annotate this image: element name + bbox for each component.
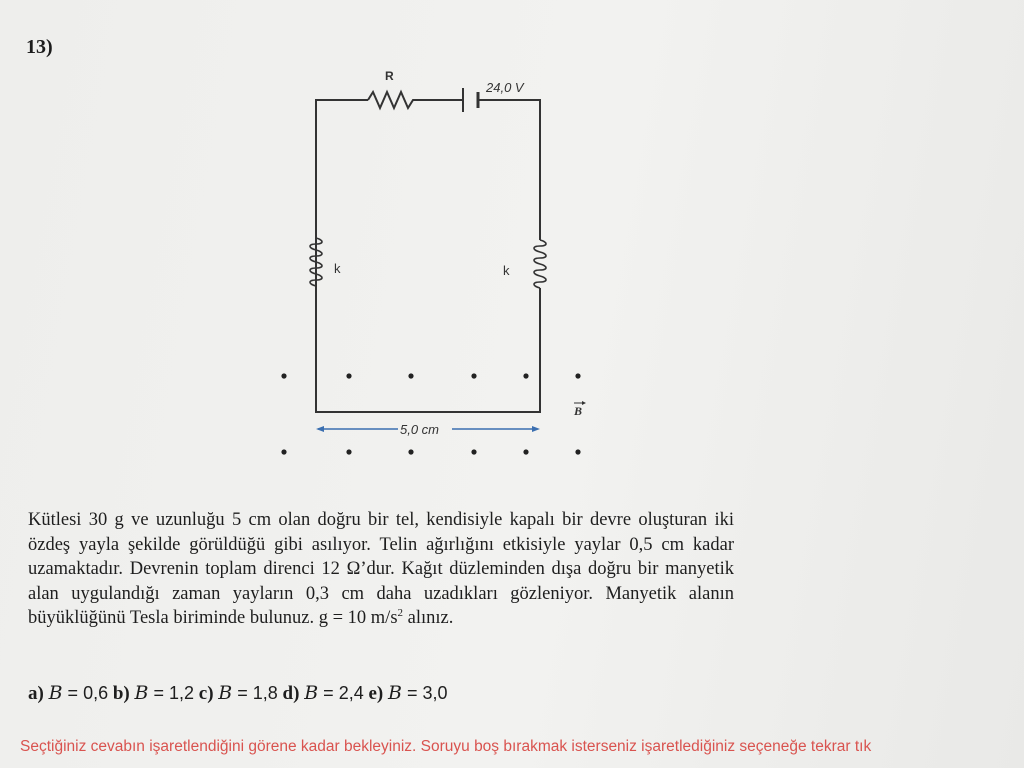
answer-choices [28, 682, 448, 705]
choice-e[interactable]: e) B = 3,0 [368, 682, 448, 704]
field-label: B [574, 404, 583, 418]
spring-right-label: k [503, 263, 510, 278]
resistor-label: R [385, 69, 394, 83]
field-dot [471, 373, 476, 378]
field-dot [523, 449, 528, 454]
problem-tail: alınız. [403, 608, 454, 629]
circuit-wire-top-right [478, 100, 540, 240]
field-dot [281, 449, 286, 454]
problem-text: Kütlesi 30 g ve uzunluğu 5 cm olan doğru bir tel, kendisiyle kapalı bir devre oluşturan iki özdeş yayla şekilde görüldüğü gibi asılıyor. Telin ağırlığını etkisiyle yaylar 0,5 cm kadar uzamaktadır. Devrenin toplam direnci 12 Ω’dur. Kağıt düzleminden dışa doğru bir manyetik alan uygulandığı zaman yayların 0,3 cm daha uzadıkları gözleniyor. Manyetik alanın büyüklüğünü Tesla biriminde bulunuz. g = 10 m/s [28, 510, 734, 629]
battery-label: 24,0 V [486, 80, 524, 95]
field-dot [346, 449, 351, 454]
field-dot [346, 373, 351, 378]
question-number: 13) [26, 36, 53, 58]
choice-c[interactable]: c) B = 1,8 [198, 682, 278, 704]
field-dot [408, 449, 413, 454]
field-dot [575, 373, 580, 378]
spring-left-label: k [334, 261, 341, 276]
answer-notice: Seçtiğiniz cevabın işaretlendiğini görene kadar bekleyiniz. Soruyu boş bırakmak isterseniz işaretlediğiniz seçeneğe tekrar tık [20, 738, 872, 755]
choice-d[interactable]: d) B = 2,4 [282, 682, 364, 704]
resistor-symbol [368, 92, 462, 108]
circuit-wire-top-left [316, 100, 368, 360]
field-dot [575, 449, 580, 454]
problem-statement [28, 508, 734, 631]
problem-superscript: 2 [397, 607, 404, 620]
field-dot [523, 373, 528, 378]
spring-right [534, 240, 546, 288]
magnetic-field-dots [281, 373, 583, 454]
field-dot [471, 449, 476, 454]
field-dot [408, 373, 413, 378]
width-label: 5,0 cm [400, 422, 440, 437]
choice-a[interactable]: a) B = 0,6 [28, 682, 109, 704]
choice-b[interactable]: b) B = 1,2 [112, 682, 195, 704]
field-dot [281, 373, 286, 378]
